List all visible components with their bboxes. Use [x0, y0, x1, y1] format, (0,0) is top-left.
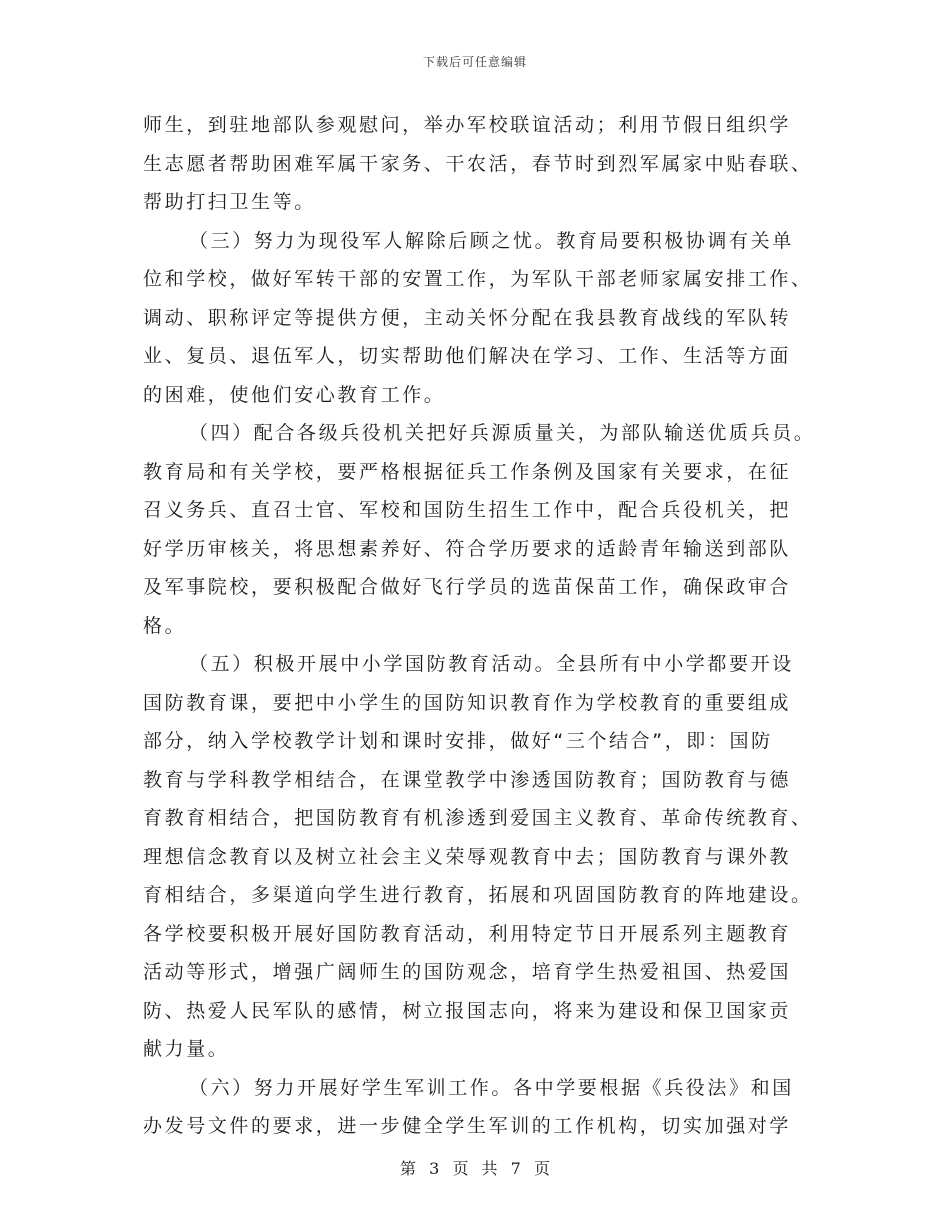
- text-line: 教育与学科教学相结合，在课堂教学中渗透国防教育；国防教育与德: [143, 768, 792, 791]
- document-body: [143, 106, 816, 1146]
- footer-label-ye: 页: [452, 1159, 469, 1178]
- text-line: 调动、职称评定等提供方便，主动关怀分配在我县教育战线的军队转: [143, 306, 792, 329]
- footer-label-gong: 共: [481, 1159, 498, 1178]
- footer-current-page: 3: [429, 1159, 440, 1178]
- text-line: 理想信念教育以及树立社会主义荣辱观教育中去；国防教育与课外教: [143, 845, 792, 868]
- footer-label-di: 第: [400, 1159, 417, 1178]
- text-line: 教育局和有关学校，要严格根据征兵工作条例及国家有关要求，在征: [143, 460, 792, 483]
- text-line: 生志愿者帮助困难军属干家务、干农活，春节时到烈军属家中贴春联、: [143, 152, 813, 175]
- footer-label-ye2: 页: [533, 1159, 550, 1178]
- page-footer: [0, 1156, 950, 1179]
- text-line: 办发号文件的要求，进一步健全学生军训的工作机构，切实加强对学: [143, 1115, 792, 1137]
- text-line: 防、热爱人民军队的感情，树立报国志向，将来为建设和保卫国家贡: [143, 999, 792, 1022]
- text-line: 献力量。: [143, 1038, 230, 1060]
- text-line: 好学历审核关，将思想素养好、符合学历要求的适龄青年输送到部队: [143, 537, 792, 560]
- text-line: （五）积极开展中小学国防教育活动。全县所有中小学都要开设: [189, 653, 794, 675]
- text-line: 帮助打扫卫生等。: [143, 191, 316, 213]
- text-line: 国防教育课，要把中小学生的国防知识教育作为学校教育的重要组成: [143, 691, 792, 714]
- text-line: （六）努力开展好学生军训工作。各中学要根据《兵役法》和国: [189, 1076, 794, 1099]
- text-line: 的困难，使他们安心教育工作。: [143, 383, 446, 406]
- text-line: 召义务兵、直召士官、军校和国防生招生工作中，配合兵役机关，把: [143, 499, 792, 521]
- text-line: 各学校要积极开展好国防教育活动，利用特定节日开展系列主题教育: [143, 922, 792, 945]
- text-line: 位和学校，做好军转干部的安置工作，为军队干部老师家属安排工作、: [143, 268, 813, 290]
- text-line: 育教育相结合，把国防教育有机渗透到爱国主义教育、革命传统教育、: [143, 807, 813, 829]
- text-line: 及军事院校，要积极配合做好飞行学员的选苗保苗工作，确保政审合: [143, 576, 792, 598]
- text-line: 师生，到驻地部队参观慰问，举办军校联谊活动；利用节假日组织学: [143, 114, 792, 136]
- header-note: 下载后可任意编辑: [422, 55, 527, 69]
- text-line: 育相结合，多渠道向学生进行教育，拓展和巩固国防教育的阵地建设。: [143, 884, 813, 906]
- text-line: 活动等形式，增强广阔师生的国防观念，培育学生热爱祖国、热爱国: [143, 961, 792, 983]
- text-line: 部分，纳入学校教学计划和课时安排，做好“三个结合”，即：国防: [143, 730, 773, 752]
- text-line: 业、复员、退伍军人，切实帮助他们解决在学习、工作、生活等方面: [143, 345, 792, 367]
- text-line: 格。: [143, 614, 187, 637]
- text-line: （三）努力为现役军人解除后顾之忧。教育局要积极协调有关单: [189, 229, 794, 252]
- footer-total-pages: 7: [510, 1159, 521, 1178]
- text-line: （四）配合各级兵役机关把好兵源质量关，为部队输送优质兵员。: [189, 422, 816, 444]
